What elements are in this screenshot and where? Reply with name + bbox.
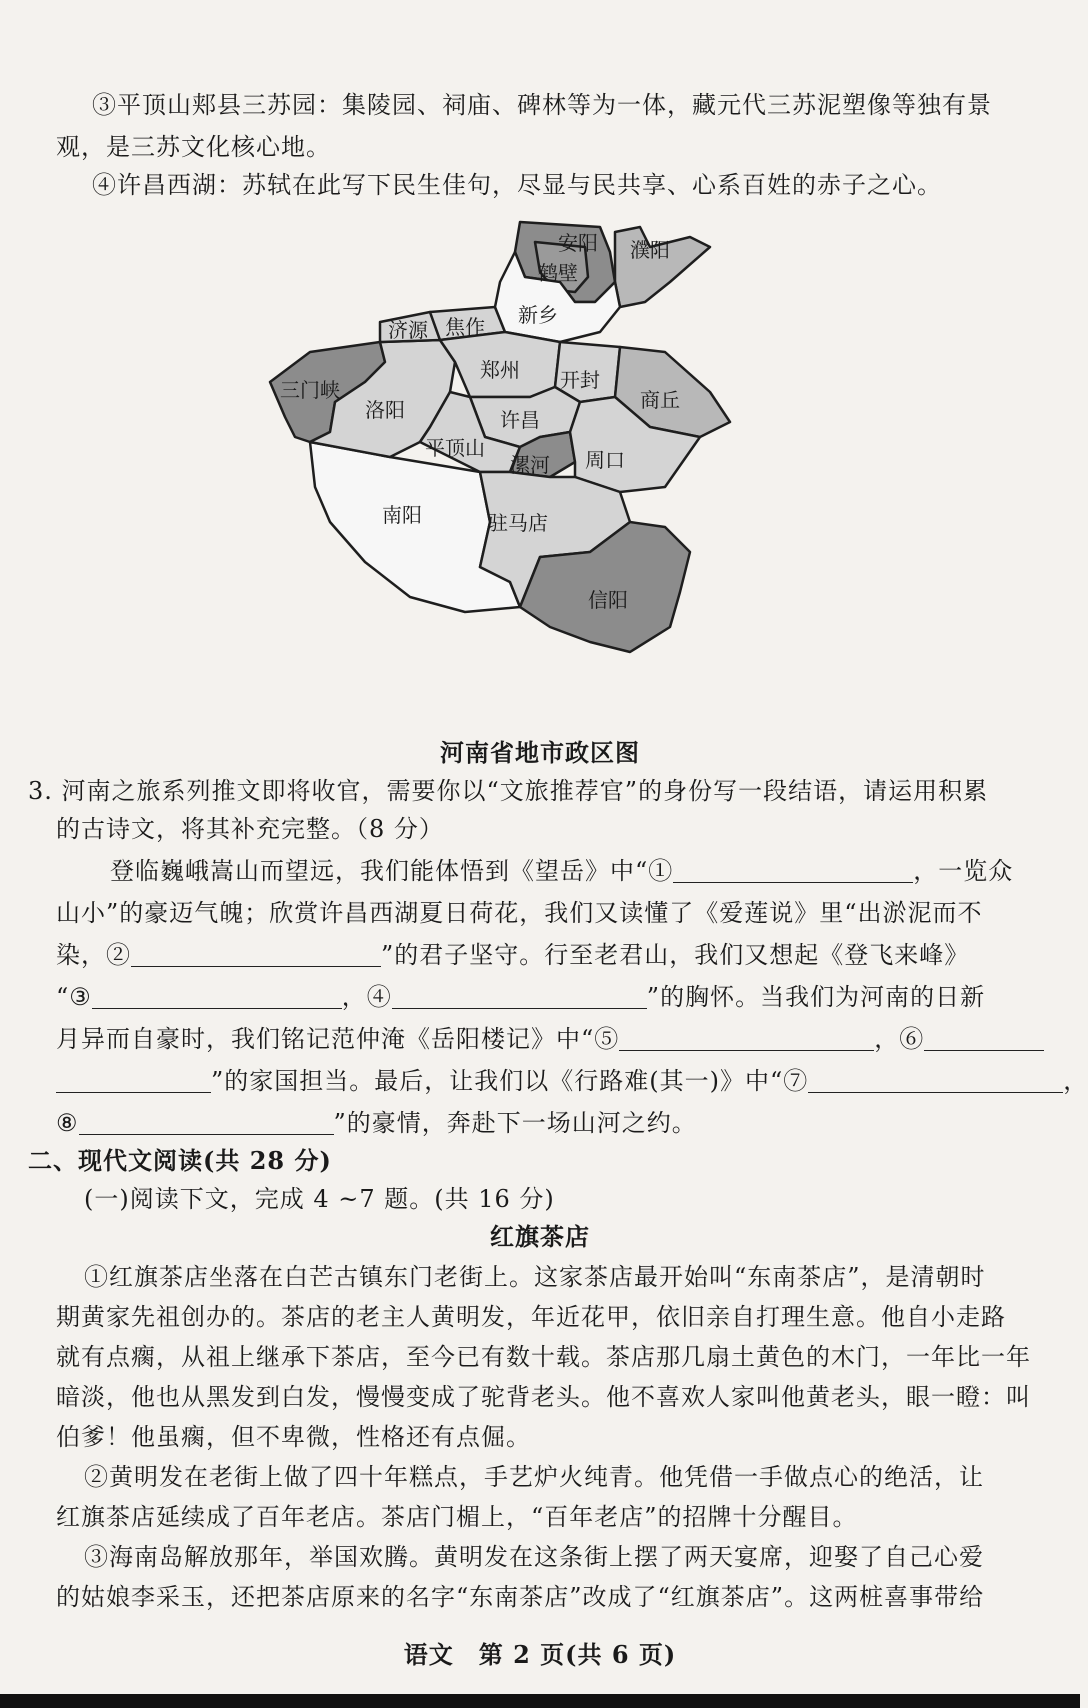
para1-line1: ①红旗茶店坐落在白芒古镇东门老街上。这家茶店最开始叫“东南茶店”，是清朝时	[84, 1263, 986, 1291]
answer-blank-4[interactable]	[392, 986, 647, 1009]
para3-line1: ③海南岛解放那年，举国欢腾。黄明发在这条街上摆了两天宴席，迎娶了自己心爱	[84, 1543, 984, 1571]
answer-blank-1[interactable]	[673, 860, 913, 883]
q3-stem-line1: 3. 河南之旅系列推文即将收官，需要你以“文旅推荐官”的身份写一段结语，请运用积累	[28, 777, 989, 805]
map-caption: 河南省地市政区图	[440, 738, 640, 767]
label-xuchang: 许昌	[500, 408, 540, 432]
label-luoyang: 洛阳	[365, 398, 405, 422]
label-zhengzhou: 郑州	[480, 358, 520, 382]
label-jiyuan: 济源	[388, 318, 428, 342]
q3-para-line6: ”的家国担当。最后，让我们以《行路难(其一)》中“⑦ ，	[56, 1066, 1030, 1096]
item4-line: ④许昌西湖：苏轼在此写下民生佳句，尽显与民共享、心系百姓的赤子之心。	[92, 171, 942, 199]
answer-blank-2[interactable]	[131, 944, 381, 967]
label-xinxiang: 新乡	[518, 303, 558, 327]
label-zhumadian: 驻马店	[488, 511, 548, 535]
label-hebi: 鹤壁	[538, 261, 578, 285]
label-pingdingshan: 平顶山	[425, 436, 485, 460]
q3-para-line1: 登临巍峨嵩山而望远，我们能体悟到《望岳》中“① ，一览众	[110, 857, 1014, 885]
label-shangqiu: 商丘	[640, 388, 680, 412]
scan-edge	[0, 1694, 1080, 1708]
para1-line5: 伯爹！他虽瘸，但不卑微，性格还有点倔。	[56, 1423, 531, 1451]
answer-blank-6-cont[interactable]	[56, 1070, 211, 1093]
article-title: 红旗茶店	[490, 1222, 590, 1251]
answer-blank-8[interactable]	[79, 1112, 334, 1135]
label-luohe: 漯河	[510, 453, 550, 477]
item3-line2: 观，是三苏文化核心地。	[56, 133, 331, 161]
para1-line4: 暗淡，他也从黑发到白发，慢慢变成了驼背老头。他不喜欢人家叫他黄老头，眼一瞪：叫	[56, 1383, 1031, 1411]
answer-blank-5[interactable]	[619, 1028, 874, 1051]
para2-line2: 红旗茶店延续成了百年老店。茶店门楣上，“百年老店”的招牌十分醒目。	[56, 1503, 858, 1531]
section2-heading: 二、现代文阅读(共 28 分)	[28, 1146, 332, 1175]
para1-line2: 期黄家先祖创办的。茶店的老主人黄明发，年近花甲，依旧亲自打理生意。他自小走路	[56, 1303, 1006, 1331]
label-nanyang: 南阳	[382, 503, 422, 527]
para1-line3: 就有点瘸，从祖上继承下茶店，至今已有数十载。茶店那几扇土黄色的木门，一年比一年	[56, 1343, 1031, 1371]
label-puyang: 濮阳	[630, 238, 670, 262]
section2-subheading: (一)阅读下文，完成 4 ~7 题。(共 16 分)	[84, 1185, 555, 1213]
para2-line1: ②黄明发在老街上做了四十年糕点，手艺炉火纯青。他凭借一手做点心的绝活，让	[84, 1463, 984, 1491]
q3-para-line7: ⑧ ”的豪情，奔赴下一场山河之约。	[56, 1109, 697, 1137]
q3-stem-line2: 的古诗文，将其补充完整。（8 分）	[56, 815, 444, 843]
q3-para-line2: 山小”的豪迈气魄；欣赏许昌西湖夏日荷花，我们又读懂了《爱莲说》里“出淤泥而不	[56, 899, 983, 927]
q3-para-line4: “③ ，④ ”的胸怀。当我们为河南的日新	[56, 983, 986, 1011]
item3-line1: ③平顶山郏县三苏园：集陵园、祠庙、碑林等为一体，藏元代三苏泥塑像等独有景	[92, 91, 992, 119]
label-zhoukou: 周口	[585, 448, 625, 472]
label-xinyang: 信阳	[588, 588, 628, 612]
answer-blank-3[interactable]	[92, 986, 342, 1009]
label-kaifeng: 开封	[560, 368, 600, 392]
label-jiaozuo: 焦作	[445, 315, 485, 339]
para3-line2: 的姑娘李采玉，还把茶店原来的名字“东南茶店”改成了“红旗茶店”。这两桩喜事带给	[56, 1583, 985, 1611]
answer-blank-6[interactable]	[924, 1028, 1044, 1051]
q3-para-line3: 染，② ”的君子坚守。行至老君山，我们又想起《登飞来峰》	[56, 941, 970, 969]
henan-map	[270, 222, 810, 722]
answer-blank-7[interactable]	[808, 1070, 1063, 1093]
label-sanmenxia: 三门峡	[280, 378, 340, 402]
page-footer: 语文 第 2 页(共 6 页)	[403, 1640, 677, 1669]
label-anyang: 安阳	[558, 231, 598, 255]
q3-para-line5: 月异而自豪时，我们铭记范仲淹《岳阳楼记》中“⑤ ，⑥	[56, 1024, 1030, 1054]
